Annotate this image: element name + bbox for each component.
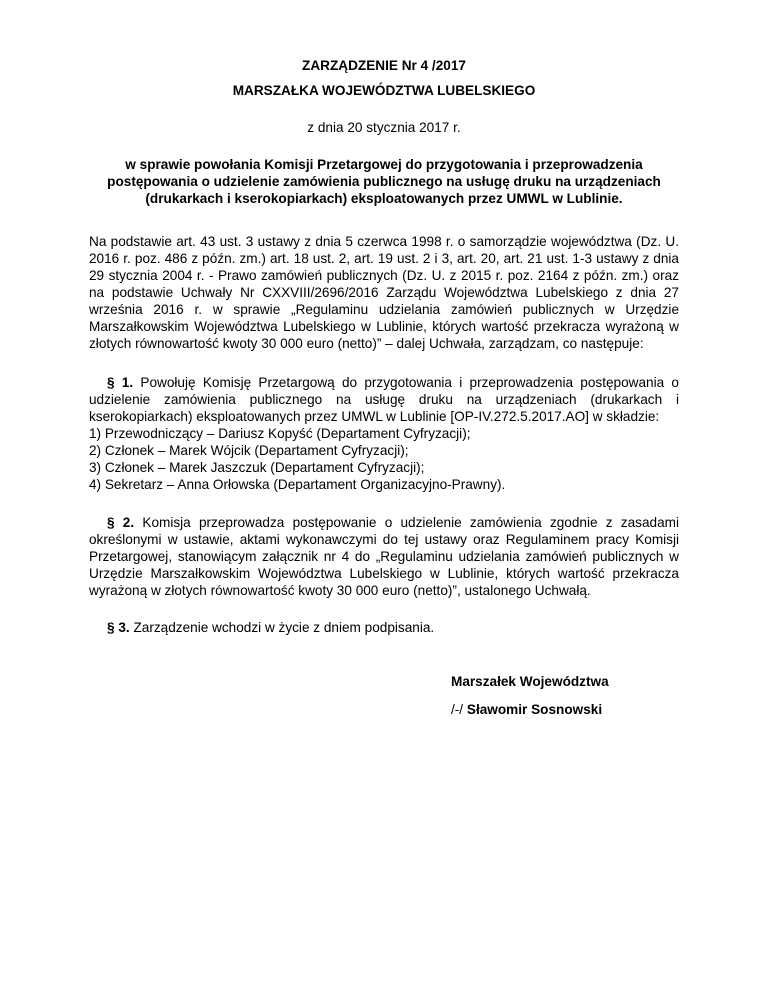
section-2-paragraph: [89, 514, 679, 599]
section-1-mark: § 1.: [107, 375, 134, 390]
list-item: 1) Przewodniczący – Dariusz Kopyść (Departament Cyfryzacji);: [89, 426, 471, 441]
signature-prefix: /-/: [451, 702, 464, 717]
section-1-paragraph: [89, 374, 679, 425]
section-3-text: Zarządzenie wchodzi w życie z dniem podpisania.: [133, 620, 435, 635]
signature-name: Sławomir Sosnowski: [466, 702, 603, 717]
signature-role: Marszałek Województwa: [451, 674, 609, 689]
section-2-text: Komisja przeprowadza postępowanie o udzielenie zamówienia zgodnie z zasadami określonymi w ustawie, aktami wykonawczymi do tej ustawy oraz Regulaminem pracy Komisji Przetargowej, stanowiącym załącznik nr 4 do „Regulaminu udzielania zamówień publicznych w Urzędzie Marszałkowskim Województwa Lubelskiego w Lublinie, których wartość przekracza wyrażoną w złotych równowartość kwoty 30 000 euro (netto)”, ustalonego Uchwałą.: [89, 515, 679, 598]
section-2: [89, 514, 679, 599]
preamble-paragraph: Na podstawie art. 43 ust. 3 ustawy z dnia 5 czerwca 1998 r. o samorządzie województwa (Dz. U. 2016 r. poz. 486 z późn. zm.) art. 18 ust. 2, art. 19 ust. 2 i 3, art. 20, art. 21 ust. 1-3 ustawy z dnia 29 stycznia 2004 r. - Prawo zamówień publicznych (Dz. U. z 2015 r. poz. 2164 z późn. zm.) oraz na podstawie Uchwały Nr CXXVIII/2696/2016 Zarządu Województwa Lubelskiego z dnia 27 września 2016 r. w sprawie „Regulaminu udzielania zamówień publicznych w Urzędzie Marszałkowskim Województwa Lubelskiego w Lublinie, których wartość przekracza wyrażoną w złotych równowartość kwoty 30 000 euro (netto)” – dalej Uchwała, zarządzam, co następuje:: [89, 234, 679, 351]
section-1-text: Powołuję Komisję Przetargową do przygotowania i przeprowadzenia postępowania o udzielenie zamówienia publicznego na usługę druku na urządzeniach (drukarkach i kserokopiarkach) eksploatowanych przez UMWL w Lublinie [OP-IV.272.5.2017.AO] w składzie:: [89, 375, 679, 424]
section-3-paragraph: [89, 619, 679, 636]
document-date: z dnia 20 stycznia 2017 r.: [307, 120, 461, 135]
document-title: ZARZĄDZENIE Nr 4 /2017: [302, 58, 466, 73]
section-2-mark: § 2.: [107, 515, 135, 530]
section-3-mark: § 3.: [107, 620, 130, 635]
document-subject: w sprawie powołania Komisji Przetargowej do przygotowania i przeprowadzenia postępowania o udzielenie zamówienia publicznego na usługę druku na urządzeniach (drukarkach i kserokopiarkach) eksploatowanych przez UMWL w Lublinie.: [107, 157, 661, 206]
section-1: [89, 374, 679, 493]
list-item: 3) Członek – Marek Jaszczuk (Departament Cyfryzacji);: [89, 460, 425, 475]
document-issuer: MARSZAŁKA WOJEWÓDZTWA LUBELSKIEGO: [232, 83, 536, 98]
list-item: 2) Członek – Marek Wójcik (Departament Cyfryzacji);: [89, 443, 409, 458]
section-3: [89, 619, 679, 636]
committee-members-list: [89, 425, 679, 493]
list-item: 4) Sekretarz – Anna Orłowska (Departament Organizacyjno-Prawny).: [89, 477, 506, 492]
signature-line: [451, 701, 602, 718]
